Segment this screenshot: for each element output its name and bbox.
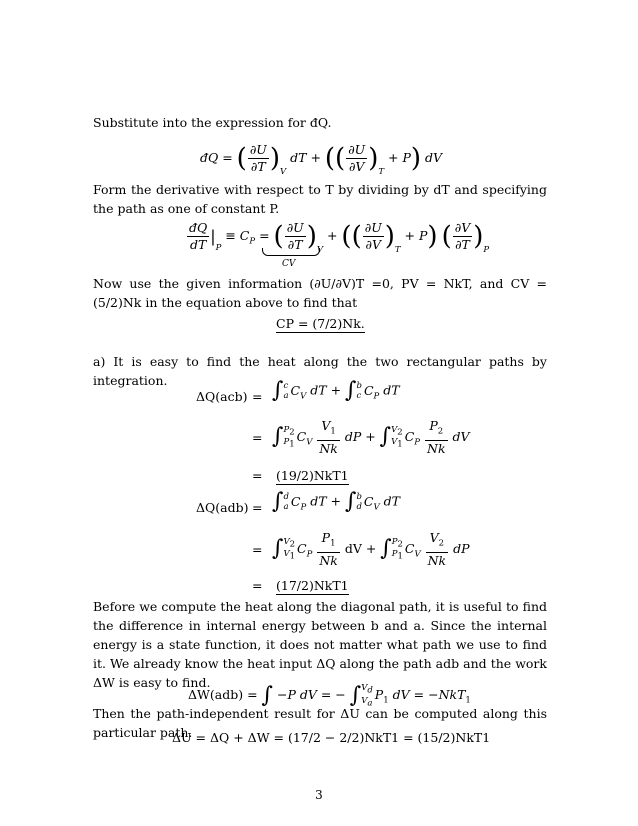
paragraph-1-text: Substitute into the expression for đQ. <box>93 115 332 130</box>
equation-q-adb-1: ∫ d a $C_P$ dT + ∫ b d $C_V$ dT <box>272 489 400 514</box>
paragraph-1 <box>93 113 547 132</box>
equation-q-acb-2: ∫ $P_2$ $P_1$ $C_V$ $\frac{V_1}{Nk}$ dP + ∫ $V_2$ $V_1$ $C_P$ $\frac{P_2}{Nk}$ dV <box>272 418 470 456</box>
paragraph-4-text: a) It is easy to find the heat along the two rectangular paths by integration. <box>93 354 547 388</box>
eq-sign-2: = <box>252 430 263 445</box>
result-q-adb <box>276 578 349 593</box>
equation-cp-derivative: $\frac{đQ}{dT}$ $|_P \equiv C_P$ = ( $\frac{\partial U}{\partial T}$ )$_V$ + (( $\frac{\partial U}{\partial V}$ )$_T + P$) ( $\frac{\partial V}{\partial T}$ )$_P$ <box>189 220 490 255</box>
paragraph-3-text: Now use the given information (∂U/∂V)T =0, PV = NkT, and CV = (5/2)Nk in the equation above to find that <box>93 276 547 310</box>
equation-du: ΔU = ΔQ + ΔW = (17/2 − 2/2)NkT1 = (15/2)NkT1 <box>172 730 491 745</box>
eq-sign-5: = <box>252 542 263 557</box>
paragraph-2-text: Form the derivative with respect to T by dividing by dT and specifying the path as one of constant P. <box>93 182 547 216</box>
result-q-acb <box>276 468 349 483</box>
equation-q-acb-1: ∫ c a $C_V$ dT + ∫ b c $C_P$ dT <box>272 378 400 403</box>
label-q-acb: ΔQ(acb) <box>196 389 248 404</box>
equation-w-adb: ΔW(adb) = ∫ −P dV = − ∫ $V_d$ $V_a$ $P_1$ dV = −NkT$_1$ <box>188 682 471 709</box>
underbrace-label: CV <box>282 259 296 269</box>
paragraph-3 <box>93 274 547 312</box>
label-w-adb: ΔW(adb) <box>188 687 244 703</box>
paragraph-5 <box>93 597 547 692</box>
paragraph-6-text: Then the path-independent result for ΔU can be computed along this particular path. <box>93 706 547 740</box>
result-cp <box>276 316 365 331</box>
eq-sign-6: = <box>252 578 263 593</box>
result-q-adb-text: (17/2)NkT1 <box>276 578 349 593</box>
paragraph-2 <box>93 180 547 218</box>
eq-sign-4: = <box>252 500 263 515</box>
eq-sign-1: = <box>252 389 263 404</box>
equation-q-adb-2: ∫ $V_2$ $V_1$ $C_P$ $\frac{P_1}{Nk}$ dV + ∫ $P_2$ $P_1$ $C_V$ $\frac{V_2}{Nk}$ dP <box>272 530 470 568</box>
paragraph-5-text: Before we compute the heat along the diagonal path, it is useful to find the difference in internal energy between b and a. Since the internal energy is a state function, it does not matter what path we use to find it. We already know the heat input ΔQ along the path adb and the work ΔW is easy to find. <box>93 599 547 690</box>
underbrace <box>262 248 320 256</box>
page-number: 3 <box>315 788 323 802</box>
equation-dq: đQ = ( $\frac{\partial U}{\partial T}$ )$_V$ dT + (( $\frac{\partial U}{\partial V}$ )$_T + P$) dV <box>200 142 443 177</box>
label-q-adb: ΔQ(adb) <box>196 500 249 515</box>
result-cp-text: CP = (7/2)Nk. <box>276 316 365 331</box>
eq-sign-3: = <box>252 468 263 483</box>
result-q-acb-text: (19/2)NkT1 <box>276 468 349 483</box>
